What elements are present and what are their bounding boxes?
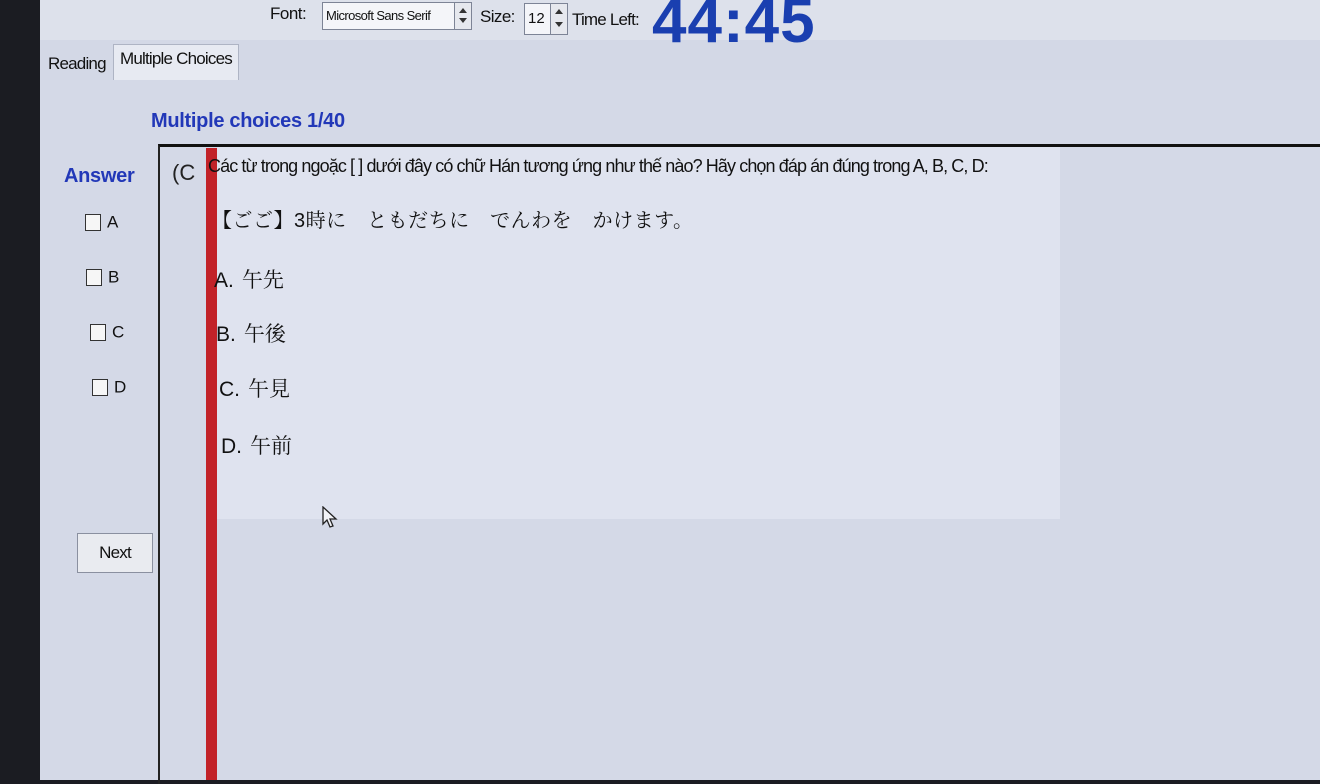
tab-multiple-choices[interactable]: Multiple Choices [113,44,239,80]
checkbox-icon[interactable] [85,214,101,231]
question-content-area [217,147,1060,519]
size-select-value: 12 [528,10,545,27]
answer-option-d[interactable] [92,377,126,401]
answer-option-label: D [114,377,127,397]
mouse-pointer-icon [322,506,338,530]
choice-text: 午見 [248,378,290,401]
question-margin-bar [206,148,217,780]
countdown-timer: 44:45 [652,0,816,56]
question-instruction: Các từ trong ngoặc [ ] dưới đây có chữ Hán tương ứng như thế nào? Hãy chọn đáp án đúng trong A, B, C, D: [208,156,988,176]
toolbar [40,0,1320,56]
choice-text: 午後 [243,323,286,346]
choice-key: D. [221,435,242,458]
checkbox-icon[interactable] [86,269,102,286]
spinner-arrows-icon[interactable] [550,4,567,34]
question-sentence: 【ごご】3時に ともだちに でんわを かけます。 [212,210,694,232]
next-button[interactable]: Next [77,533,153,573]
checkbox-icon[interactable] [90,324,106,341]
answer-option-label: C [112,322,125,342]
question-prefix: (C [172,160,196,185]
choice-a [214,264,284,294]
answer-option-c[interactable] [90,322,124,346]
size-label: Size: [480,7,515,26]
multiple-choice-panel [40,80,1320,780]
choice-text: 午先 [241,269,284,292]
time-left-label: Time Left: [572,10,639,29]
answer-option-label: A [107,212,119,232]
answer-option-label: B [108,267,120,287]
exam-window [40,0,1320,780]
choice-text: 午前 [250,435,292,458]
tab-bar [40,42,1320,81]
choice-c [219,373,290,403]
font-label: Font: [270,4,307,23]
choice-d [221,430,292,460]
answer-option-a[interactable] [85,212,118,236]
answer-option-b[interactable] [86,267,119,291]
choice-key: A. [214,269,234,292]
tab-reading[interactable]: Reading [48,54,106,73]
spinner-arrows-icon[interactable] [454,3,471,29]
checkbox-icon[interactable] [92,379,108,396]
question-counter-heading: Multiple choices 1/40 [151,110,345,132]
font-select-value: Microsoft Sans Serif [326,8,431,23]
choice-b [216,318,286,348]
font-select[interactable] [322,2,472,30]
answer-label: Answer [64,165,135,187]
size-select[interactable] [524,3,568,35]
choice-key: B. [216,323,236,346]
choice-key: C. [219,378,240,401]
